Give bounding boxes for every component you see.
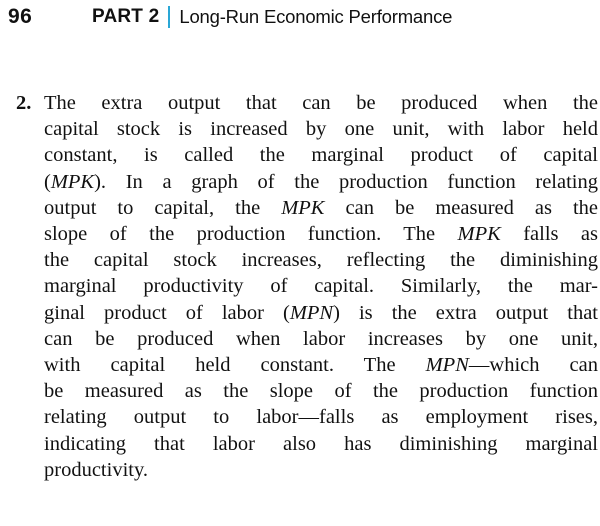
text-run: can be measured as the bbox=[324, 196, 599, 219]
paragraph-line bbox=[44, 404, 598, 430]
text-run: output to capital, the bbox=[44, 196, 282, 219]
paragraph-line bbox=[44, 247, 598, 273]
answer-item bbox=[16, 90, 600, 483]
italic-term: MPK bbox=[50, 170, 95, 193]
text-run: can be produced when labor increases by one unit, bbox=[44, 327, 598, 350]
item-paragraph bbox=[44, 90, 598, 483]
paragraph-line bbox=[44, 431, 598, 457]
paragraph-line bbox=[44, 300, 598, 326]
text-run: capital stock is increased by one unit, with labor held bbox=[44, 118, 598, 141]
paragraph-line bbox=[44, 457, 598, 483]
text-run: indicating that labor also has diminishing marginal bbox=[44, 432, 598, 455]
text-run: falls as bbox=[500, 223, 598, 246]
text-run: marginal productivity of capital. Similarly, the mar- bbox=[44, 275, 598, 298]
italic-term: MPK bbox=[281, 196, 325, 219]
item-number: 2. bbox=[16, 92, 32, 114]
text-run: be measured as the slope of the production function bbox=[44, 380, 598, 403]
running-header bbox=[8, 2, 452, 32]
text-run: ). In a graph of the production function relating bbox=[94, 170, 598, 193]
paragraph-line bbox=[44, 221, 598, 247]
italic-term: MPN bbox=[289, 301, 334, 324]
paragraph-line bbox=[44, 116, 598, 142]
paragraph-line bbox=[44, 326, 598, 352]
part-label: PART 2 bbox=[92, 6, 160, 27]
part-title: Long-Run Economic Performance bbox=[179, 6, 453, 27]
paragraph-line bbox=[44, 378, 598, 404]
text-run: the capital stock increases, reflecting the diminishing bbox=[44, 249, 598, 272]
text-run: ginal product of labor ( bbox=[44, 301, 290, 324]
header-divider bbox=[168, 6, 170, 28]
italic-term: MPK bbox=[457, 223, 501, 246]
italic-term: MPN bbox=[425, 354, 469, 377]
text-run: slope of the production function. The bbox=[44, 223, 458, 246]
paragraph-line bbox=[44, 169, 598, 195]
text-run: productivity. bbox=[44, 458, 149, 481]
text-run: —which can bbox=[468, 354, 598, 377]
text-run: constant, is called the marginal product of capital bbox=[44, 144, 598, 167]
text-run: ( bbox=[44, 170, 51, 193]
paragraph-line bbox=[44, 195, 598, 221]
text-run: with capital held constant. The bbox=[44, 354, 426, 377]
paragraph-line bbox=[44, 352, 598, 378]
paragraph-line bbox=[44, 90, 598, 116]
paragraph-line bbox=[44, 273, 598, 299]
text-run: The extra output that can be produced when the bbox=[44, 92, 598, 114]
page-number: 96 bbox=[8, 5, 33, 28]
text-run: relating output to labor—falls as employment rises, bbox=[44, 406, 598, 429]
paragraph-line bbox=[44, 142, 598, 168]
text-run: ) is the extra output that bbox=[333, 301, 598, 324]
